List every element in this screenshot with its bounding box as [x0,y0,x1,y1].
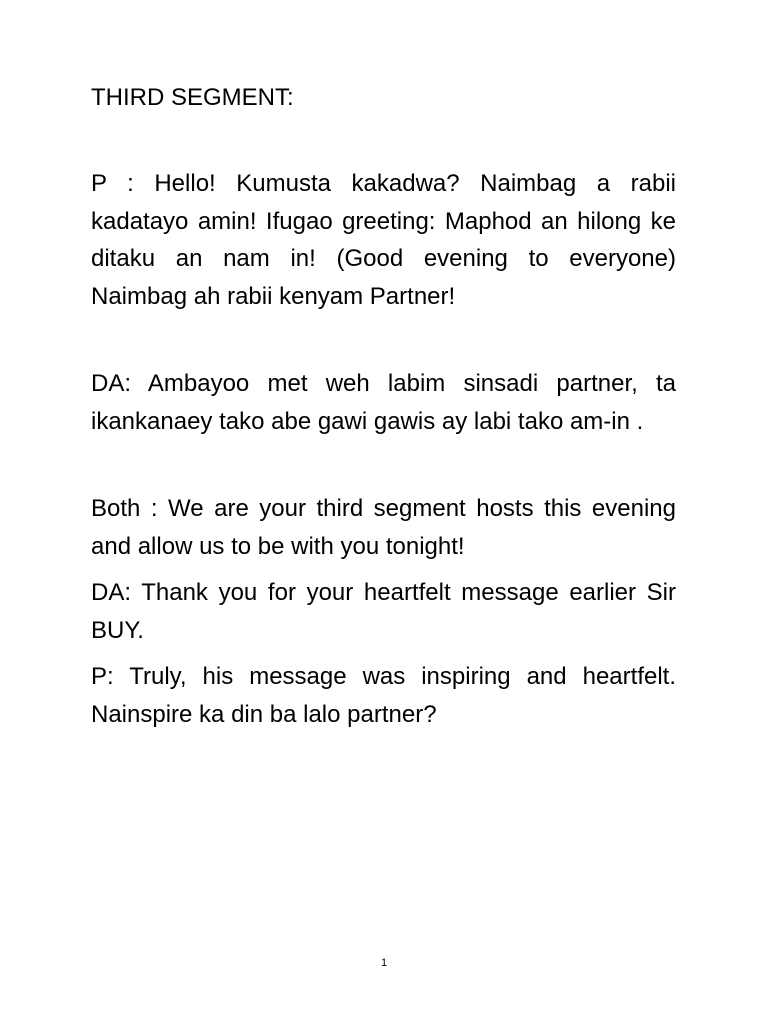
paragraph-da-thanks: DA: Thank you for your heartfelt message earlier Sir BUY. [91,579,676,644]
paragraph-p-response: P: Truly, his message was inspiring and heartfelt. Nainspire ka din ba lalo partner? [91,663,676,728]
section-heading: THIRD SEGMENT: [91,84,294,111]
paragraph-da-reply: DA: Ambayoo met weh labim sinsadi partner, ta ikankanaey tako abe gawi gawis ay labi tako am-in . [91,370,676,435]
document-body [91,83,676,733]
paragraph-both-intro: Both : We are your third segment hosts this evening and allow us to be with you tonight! [91,495,676,560]
paragraph-p-greeting: P : Hello! Kumusta kakadwa? Naimbag a rabii kadatayo amin! Ifugao greeting: Maphod an hilong ke ditaku an nam in! (Good evening to everyone) Naimbag ah rabii kenyam Partner! [91,170,676,310]
page-number: 1 [380,957,388,969]
